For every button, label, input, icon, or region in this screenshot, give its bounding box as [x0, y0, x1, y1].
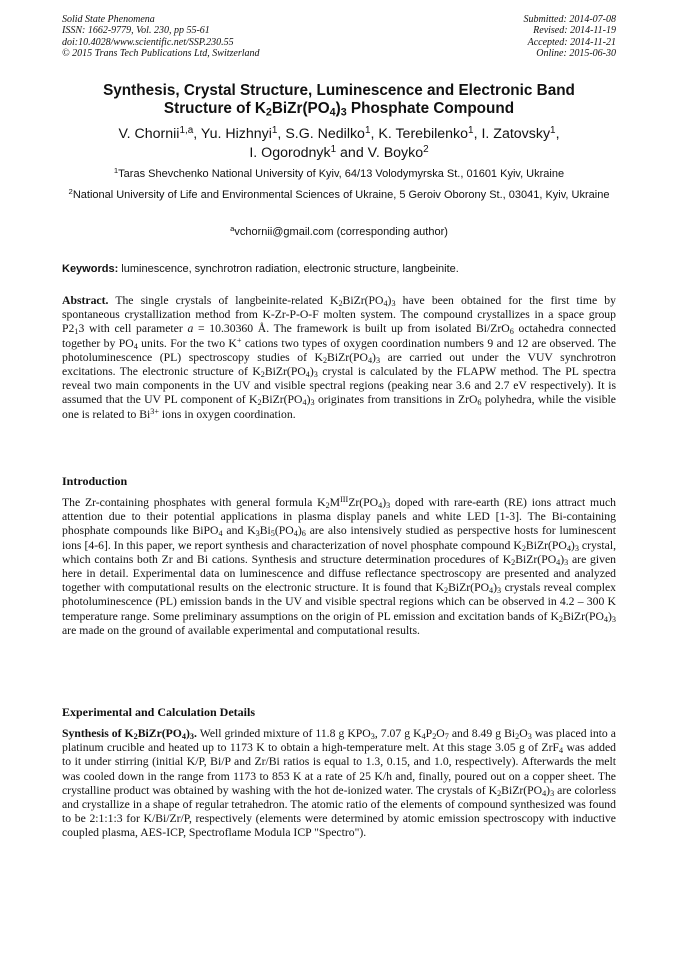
author-name: I. Zatovsky: [481, 126, 551, 142]
introduction-heading: Introduction: [62, 474, 128, 488]
author-separator: ,: [277, 126, 286, 142]
author-name: Yu. Hizhnyi: [200, 126, 272, 142]
title-text: ): [335, 100, 341, 117]
author: [368, 145, 429, 161]
submitted-date: Submitted: 2014-07-08: [523, 14, 616, 25]
author-list: [62, 125, 616, 162]
author: [249, 145, 367, 161]
email-text: vchornii@gmail.com (corresponding author): [234, 226, 448, 238]
author: [285, 126, 378, 142]
author: [201, 126, 285, 142]
author-separator: ,: [193, 126, 201, 142]
journal-info: [62, 14, 260, 60]
title-line-1: Synthesis, Crystal Structure, Luminescence and Electronic Band: [103, 82, 575, 99]
author-affiliation-mark: 1,a: [179, 125, 194, 137]
title-text: BiZr(PO: [271, 100, 330, 117]
abstract-paragraph: Abstract. The single crystals of langbeinite-related $K_2BiZr(PO_4)_3$ have been obtained for the first time by spontaneous crystallization method from K-Zr-P-O-F molten system. The compound crystallizes in a space group $P2_13$ with cell parameter a = 10.30360 Å. The framework is built up from isolated Bi/ZrO$_6$ octahedra connected together by $PO_4$ units. For the two K+ cations two types of oxygen coordination numbers 9 and 12 are observed. The photoluminescence (PL) spectroscopy studies of $K_2BiZr(PO_4)_3$ are carried out under the VUV synchrotron excitations. The electronic structure of $K_2BiZr(PO_4)_3$ crystal is calculated by the FLAPW method. The PL spectra reveal two main components in the UV and visible spectral regions (peaking near 3.6 and 2.7 eV respectively). It is assumed that the UV PL component of $K_2BiZr(PO_4)_3$ originates from transitions in ZrO$_6$ polyhedra, while the visible one is related to $Bi^{3+}$ ions in oxygen coordination.: [62, 294, 617, 421]
author-affiliation-mark: 1: [364, 125, 371, 137]
paper-title: [62, 82, 616, 118]
keywords: [62, 262, 616, 277]
online-date: Online: 2015-06-30: [536, 48, 616, 60]
author: [118, 126, 200, 142]
author-separator: ,: [473, 126, 482, 142]
synthesis-label-text: BiZr(PO: [137, 727, 182, 740]
synthesis-label-subscript: 3: [189, 732, 194, 742]
author-name: V. Chornii: [118, 126, 180, 142]
journal-name: Solid State Phenomena: [62, 14, 155, 25]
title-line-2: [62, 100, 616, 118]
revised-date: Revised: 2014-11-19: [533, 25, 616, 37]
synthesis-label-subscript: 2: [133, 732, 138, 742]
journal-issn: ISSN: 1662-9779, Vol. 230, pp 55-61: [62, 25, 210, 37]
synthesis-label: [62, 727, 197, 740]
author-separator: ,: [370, 126, 379, 142]
author-name: I. Ogorodnyk: [249, 144, 331, 161]
title-subscript: 3: [340, 106, 347, 119]
author-affiliation-mark: 1: [468, 125, 474, 137]
synthesis-label-subscript: 4: [181, 732, 186, 742]
synthesis-label-text: ): [186, 727, 190, 740]
author-affiliation-mark: 2: [423, 143, 429, 155]
abstract-label: Abstract.: [62, 294, 109, 307]
author-affiliation-mark: 1: [271, 125, 278, 137]
author-name: V. Boyko: [367, 144, 424, 161]
author-affiliation-mark: 1: [550, 125, 556, 137]
introduction-paragraph: The Zr-containing phosphates with general formula $K_2M^{III}Zr(PO_4)_3$ doped with rare-earth (RE) ions attract much attention due to their potential applications in plasma display panels and white LED [1-3]. The Bi-containing phosphate compounds like BiPO$_4$ and $K_3Bi_5(PO_4)_6$ are also intensively studied as perspective hosts for luminescent ions [4-6]. In this paper, we report synthesis and characterization of novel phosphate compound $K_2BiZr(PO_4)_3$ crystal, which contains both Zr and Bi cations. Synthesis and structure determination procedures of $K_2BiZr(PO_4)_3$ are given here in detail. Experimental data on luminescence and diffuse reflectance spectroscopy are presented and analyzed together with computational results on the electronic structure. It is found that $K_2BiZr(PO_4)_3$ crystals reveal complex photoluminescence (PL) emission bands in the UV and visible spectral regions which can be observed in 4.2 – 300 K temperature range. Some preliminary assumptions on the origin of PL emission and excitation bands of $K_2BiZr(PO_4)_3$ are made on the ground of available experimental and computational results.: [62, 494, 616, 637]
affiliation-text: National University of Life and Environmental Sciences of Ukraine, 5 Geroiv Oborony St., 03041, Kyiv, Ukraine: [72, 189, 610, 201]
publication-dates: [524, 14, 617, 60]
affiliation-mark: 2: [68, 187, 73, 197]
author-name: S.G. Nedilko: [285, 126, 365, 142]
affiliation-mark: 1: [113, 166, 119, 176]
title-subscript: 2: [265, 106, 272, 119]
affiliation-2: [62, 188, 616, 203]
author-separator: ,: [555, 126, 560, 142]
author-name: K. Terebilenko: [378, 126, 469, 142]
synthesis-label-text: .: [194, 727, 197, 740]
email-mark: a: [230, 224, 235, 234]
accepted-date: Accepted: 2014-11-21: [527, 36, 616, 48]
author: [378, 126, 481, 142]
experimental-paragraph: Synthesis of $K_2BiZr(PO_4)_3$. Well grinded mixture of 11.8 g $KPO_3$, 7.07 g $K_4P_2O_7$ and 8.49 g $Bi_2O_3$ was placed into a platinum crucible and heated up to 1173 K to obtain a high-temperature melt. At this stage 3.05 g of ZrF$_4$ was added to it under stirring (initial K/P, Bi/P and Zr/Bi ratios is equal to 1.3, 0.15, and 1.0, respectively). Afterwards the melt was cooled down in the range from 1173 to 853 K at a rate of 25 K/h and, finally, poured out on a copper sheet. The crystalline product was obtained by washing with the hot de-ionized water. The crystals of $K_2BiZr(PO_4)_3$ are colorless and crystallize in a shape of regular tetrahedron. The atomic ratio of the elements of compound synthesized was found to be 2:1:1:3 for K/Bi/Zr/P, respectively (elements were determined by atomic emission spectroscopy with inductive coupled plasma, AES-ICP, Spectroflame Modula ICP "Spectro").: [62, 727, 617, 840]
corresponding-email: [62, 225, 616, 240]
keywords-label: Keywords:: [62, 263, 119, 275]
journal-doi: doi:10.4028/www.scientific.net/SSP.230.55: [62, 36, 234, 48]
author-separator: and: [336, 144, 368, 161]
experimental-heading: Experimental and Calculation Details: [62, 705, 256, 719]
affiliation-text: Taras Shevchenko National University of Kyiv, 64/13 Volodymyrska St., 01601 Kyiv, Ukraine: [118, 168, 565, 180]
title-text: Structure of K: [163, 100, 266, 117]
author-affiliation-mark: 1: [330, 143, 337, 155]
affiliation-1: [62, 167, 616, 182]
synthesis-label-text: Synthesis of K: [62, 727, 134, 740]
title-subscript: 4: [329, 106, 336, 119]
keywords-text: luminescence, synchrotron radiation, electronic structure, langbeinite.: [118, 263, 459, 275]
title-text: Phosphate Compound: [346, 100, 515, 117]
journal-copyright: © 2015 Trans Tech Publications Ltd, Switzerland: [62, 48, 260, 60]
author: [481, 126, 559, 142]
